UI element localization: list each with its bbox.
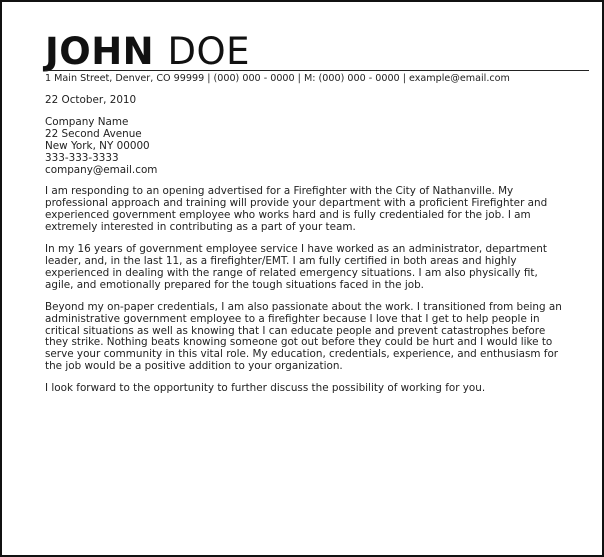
paragraph-experience: In my 16 years of government employee service I have worked as an administrator, department leader, and, in the last 11, as a firefighter/EMT. I am fully certified in both areas and highly experienced in dealing with the range of related emergency situations. I am also physically fit, agile, and emotionally prepared for the tough situations faced in the job. [45,243,547,291]
recipient-name: Company Name [45,115,129,128]
recipient-phone: 333-333-3333 [45,151,119,164]
letter-date: 22 October, 2010 [45,94,137,106]
paragraph-closing: I look forward to the opportunity to further discuss the possibility of working for you. [45,382,486,395]
sender-last-name: DOE [167,30,251,73]
recipient-address [45,117,565,177]
sender-contact-line: 1 Main Street, Denver, CO 99999 | (000) 000 - 0000 | M: (000) 000 - 0000 | example@email.com [45,73,510,84]
recipient-city: New York, NY 00000 [45,139,150,152]
sender-first-name: JOHN [45,30,155,73]
letter-body [45,95,565,405]
recipient-street: 22 Second Avenue [45,127,142,140]
recipient-email: company@email.com [45,163,158,176]
paragraph-intro: I am responding to an opening advertised for a Firefighter with the City of Nathanville. My professional approach and training will provide your department with a proficient Firefighter and experienced government employee who works hard and is fully credentialed for the job. I am extremely interested in contributing as a part of your team. [45,185,548,234]
sender-name [45,32,250,72]
header-divider [45,70,589,71]
paragraph-passion: Beyond my on-paper credentials, I am also passionate about the work. I transitioned from being an administrative government employee to a firefighter because I love that I get to help people in critical situations as well as knowing that I can educate people and prevent catastrophes before they strike. Nothing beats knowing someone got out before they could be hurt and I would like to serve your community in this vital role. My education, credentials, experience, and enthusiasm for the job would be a positive addition to your organization. [45,300,562,373]
